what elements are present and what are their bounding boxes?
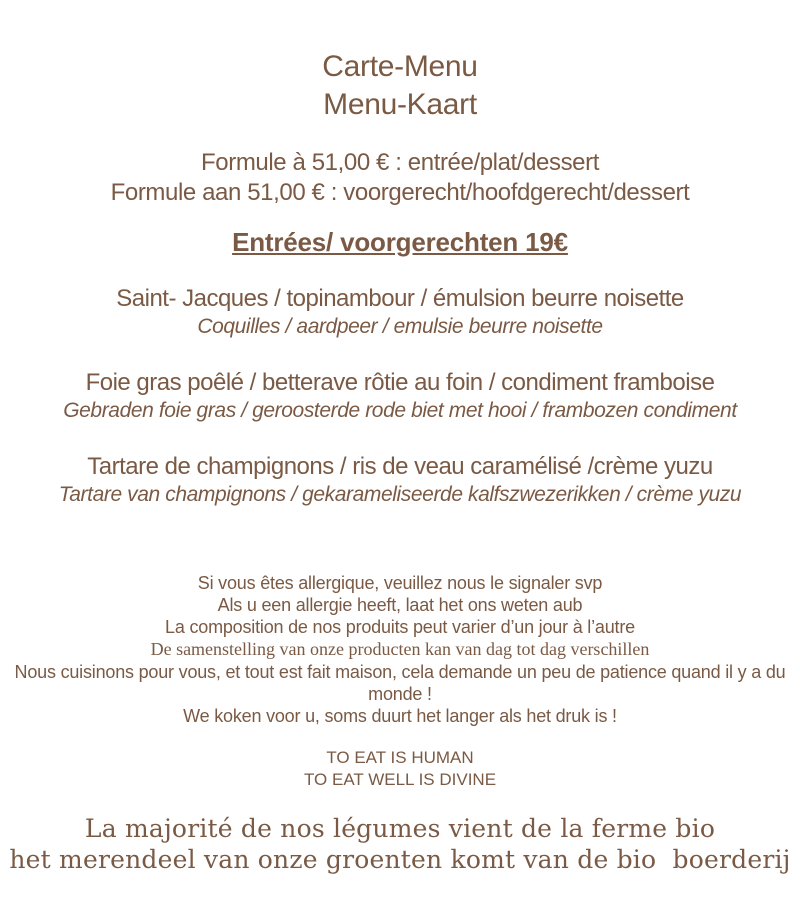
- footer-organic-fr: La majorité de nos légumes vient de la ferme bio: [84, 814, 716, 843]
- dish-name-nl: Coquilles / aardpeer / emulsie beurre noisette: [197, 315, 603, 338]
- formule-block: [0, 148, 800, 208]
- menu-title: [0, 48, 800, 124]
- note-patience-fr: Nous cuisinons pour vous, et tout est fait maison, cela demande un peu de patience quand il y a du monde !: [14, 662, 791, 704]
- formule-fr: Formule à 51,00 € : entrée/plat/dessert: [201, 149, 599, 176]
- dish-name-nl: Tartare van champignons / gekarameliseerde kalfszwezerikken / crème yuzu: [58, 483, 742, 506]
- motto-block: [0, 747, 800, 791]
- motto-line-2: TO EAT WELL IS DIVINE: [303, 770, 497, 789]
- dish-name-nl: Gebraden foie gras / geroosterde rode biet met hooi / frambozen condiment: [63, 399, 737, 422]
- note-variation-nl: De samenstelling van onze producten kan van dag tot dag verschillen: [150, 639, 650, 659]
- dish-name-fr: Saint- Jacques / topinambour / émulsion beurre noisette: [116, 285, 684, 312]
- notes-block: [0, 572, 800, 727]
- note-variation-fr: La composition de nos produits peut varier d’un jour à l’autre: [165, 617, 635, 637]
- dish-item-foie-gras: [0, 368, 800, 424]
- dish-name-fr: Foie gras poêlé / betterave rôtie au foin / condiment framboise: [85, 369, 715, 396]
- dish-list: [0, 284, 800, 508]
- dish-name-fr: Tartare de champignons / ris de veau caramélisé /crème yuzu: [87, 453, 713, 480]
- formule-nl: Formule aan 51,00 € : voorgerecht/hoofdgerecht/dessert: [110, 179, 690, 206]
- menu-title-fr: Carte-Menu: [322, 50, 478, 83]
- footer-organic-note: [0, 813, 800, 875]
- dish-item-tartare: [0, 452, 800, 508]
- note-patience-nl: We koken voor u, soms duurt het langer als het druk is !: [183, 706, 617, 726]
- section-heading-starters: Entrées/ voorgerechten 19€: [232, 227, 568, 257]
- footer-organic-nl: het merendeel van onze groenten komt van de bio boerderij: [9, 845, 791, 874]
- menu-title-nl: Menu-Kaart: [323, 88, 477, 121]
- note-allergy-nl: Als u een allergie heeft, laat het ons weten aub: [217, 595, 583, 615]
- motto-line-1: TO EAT IS HUMAN: [326, 748, 474, 767]
- dish-item-saint-jacques: [0, 284, 800, 340]
- note-allergy-fr: Si vous êtes allergique, veuillez nous le signaler svp: [197, 573, 603, 593]
